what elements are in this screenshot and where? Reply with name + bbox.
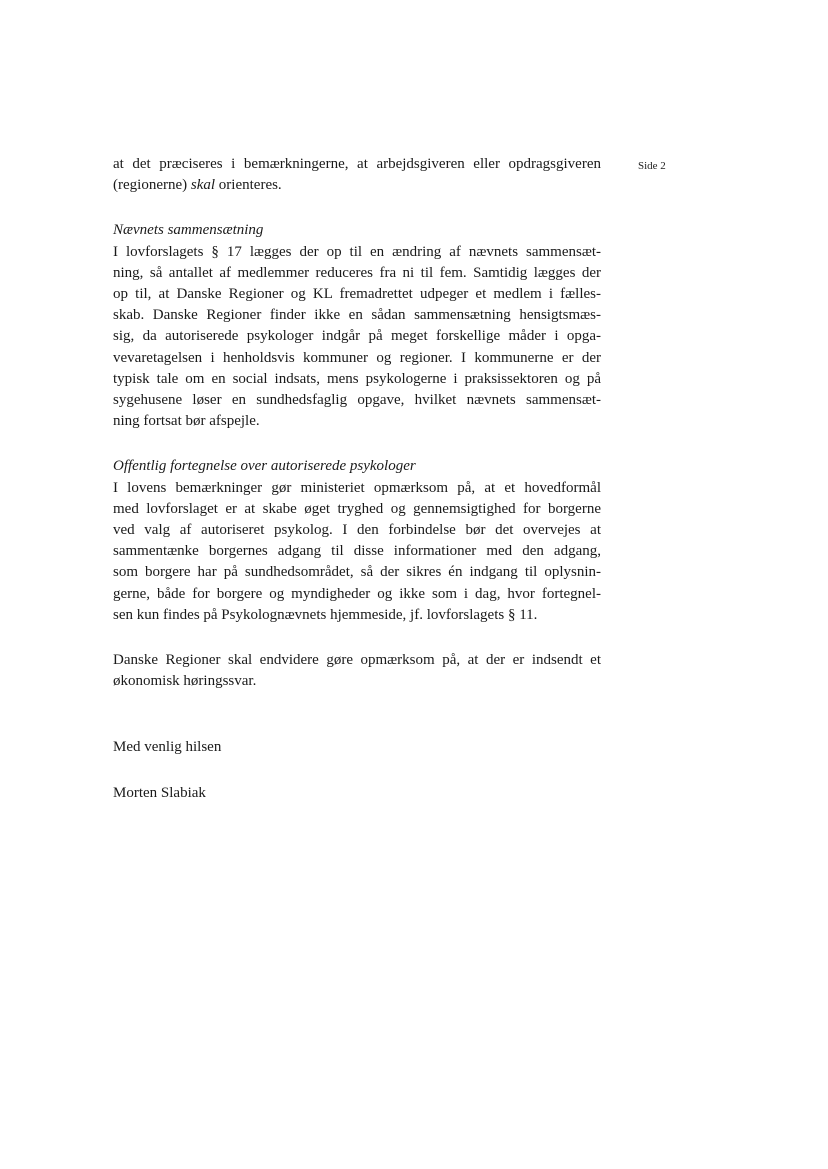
letter-body bbox=[113, 154, 601, 804]
greeting: Med venlig hilsen bbox=[113, 739, 222, 756]
paragraph-line: som borgere har på sundhedsområdet, så der sikres én indgang til oplysnin- bbox=[113, 564, 601, 581]
paragraph-line: med lovforslaget er at skabe øget tryghed og gennemsigtighed for borgerne bbox=[113, 500, 601, 517]
intro-line-1: at det præciseres i bemærkningerne, at arbejdsgiveren eller opdragsgiveren bbox=[113, 156, 601, 172]
paragraph-line: ning, så antallet af medlemmer reduceres fra ni til fem. Samtidig lægges der bbox=[113, 264, 601, 281]
paragraph-line: ved valg af autoriseret psykolog. I den forbindelse bør det overvejes at bbox=[113, 522, 601, 539]
intro-line-2: (regionerne) skal orienteres. bbox=[113, 177, 282, 194]
paragraph-line: I lovforslagets § 17 lægges der op til en ændring af nævnets sammensæt- bbox=[113, 243, 601, 260]
paragraph-line: sig, da autoriserede psykologer indgår på meget forskellige måder i opga- bbox=[113, 328, 601, 345]
paragraph-line: gerne, både for borgere og myndigheder og ikke som i dag, hvor fortegnel- bbox=[113, 585, 601, 602]
signature-name: Morten Slabiak bbox=[113, 784, 206, 801]
section-offentlig-fortegnelse bbox=[113, 456, 601, 626]
paragraph-line: Danske Regioner skal endvidere gøre opmærksom på, at der er indsendt et bbox=[113, 652, 601, 669]
paragraph-line: ning fortsat bør afspejle. bbox=[113, 413, 260, 430]
paragraph-line: I lovens bemærkninger gør ministeriet opmærksom på, at et hovedformål bbox=[113, 479, 601, 496]
intro-paragraph bbox=[113, 154, 601, 196]
paragraph-line: typisk tale om en social indsats, mens psykologerne i praksissektoren og på bbox=[113, 370, 601, 387]
section-heading: Nævnets sammensætning bbox=[113, 222, 264, 239]
paragraph-line: vevaretagelsen i henholdsvis kommuner og regioner. I kommunerne er der bbox=[113, 349, 601, 366]
paragraph-line: op til, at Danske Regioner og KL fremadrettet udpeger et medlem i fælles- bbox=[113, 286, 601, 303]
section-naevnets-sammensaetning bbox=[113, 220, 601, 432]
section-heading: Offentlig fortegnelse over autoriserede psykologer bbox=[113, 458, 416, 475]
paragraph-line: sen kun findes på Psykolognævnets hjemmeside, jf. lovforslagets § 11. bbox=[113, 606, 538, 623]
paragraph-line: skab. Danske Regioner finder ikke en sådan sammensætning hensigtsmæs- bbox=[113, 307, 601, 324]
paragraph-line: sygehusene løser en sundhedsfaglig opgave, hvilket nævnets sammensæt- bbox=[113, 392, 601, 409]
paragraph-line: økonomisk høringssvar. bbox=[113, 673, 257, 690]
closing-paragraph bbox=[113, 650, 601, 692]
emphasis-skal: skal bbox=[190, 177, 216, 194]
page-number: Side 2 bbox=[638, 160, 666, 172]
paragraph-line: sammentænke borgernes adgang til disse informationer med den adgang, bbox=[113, 543, 601, 560]
